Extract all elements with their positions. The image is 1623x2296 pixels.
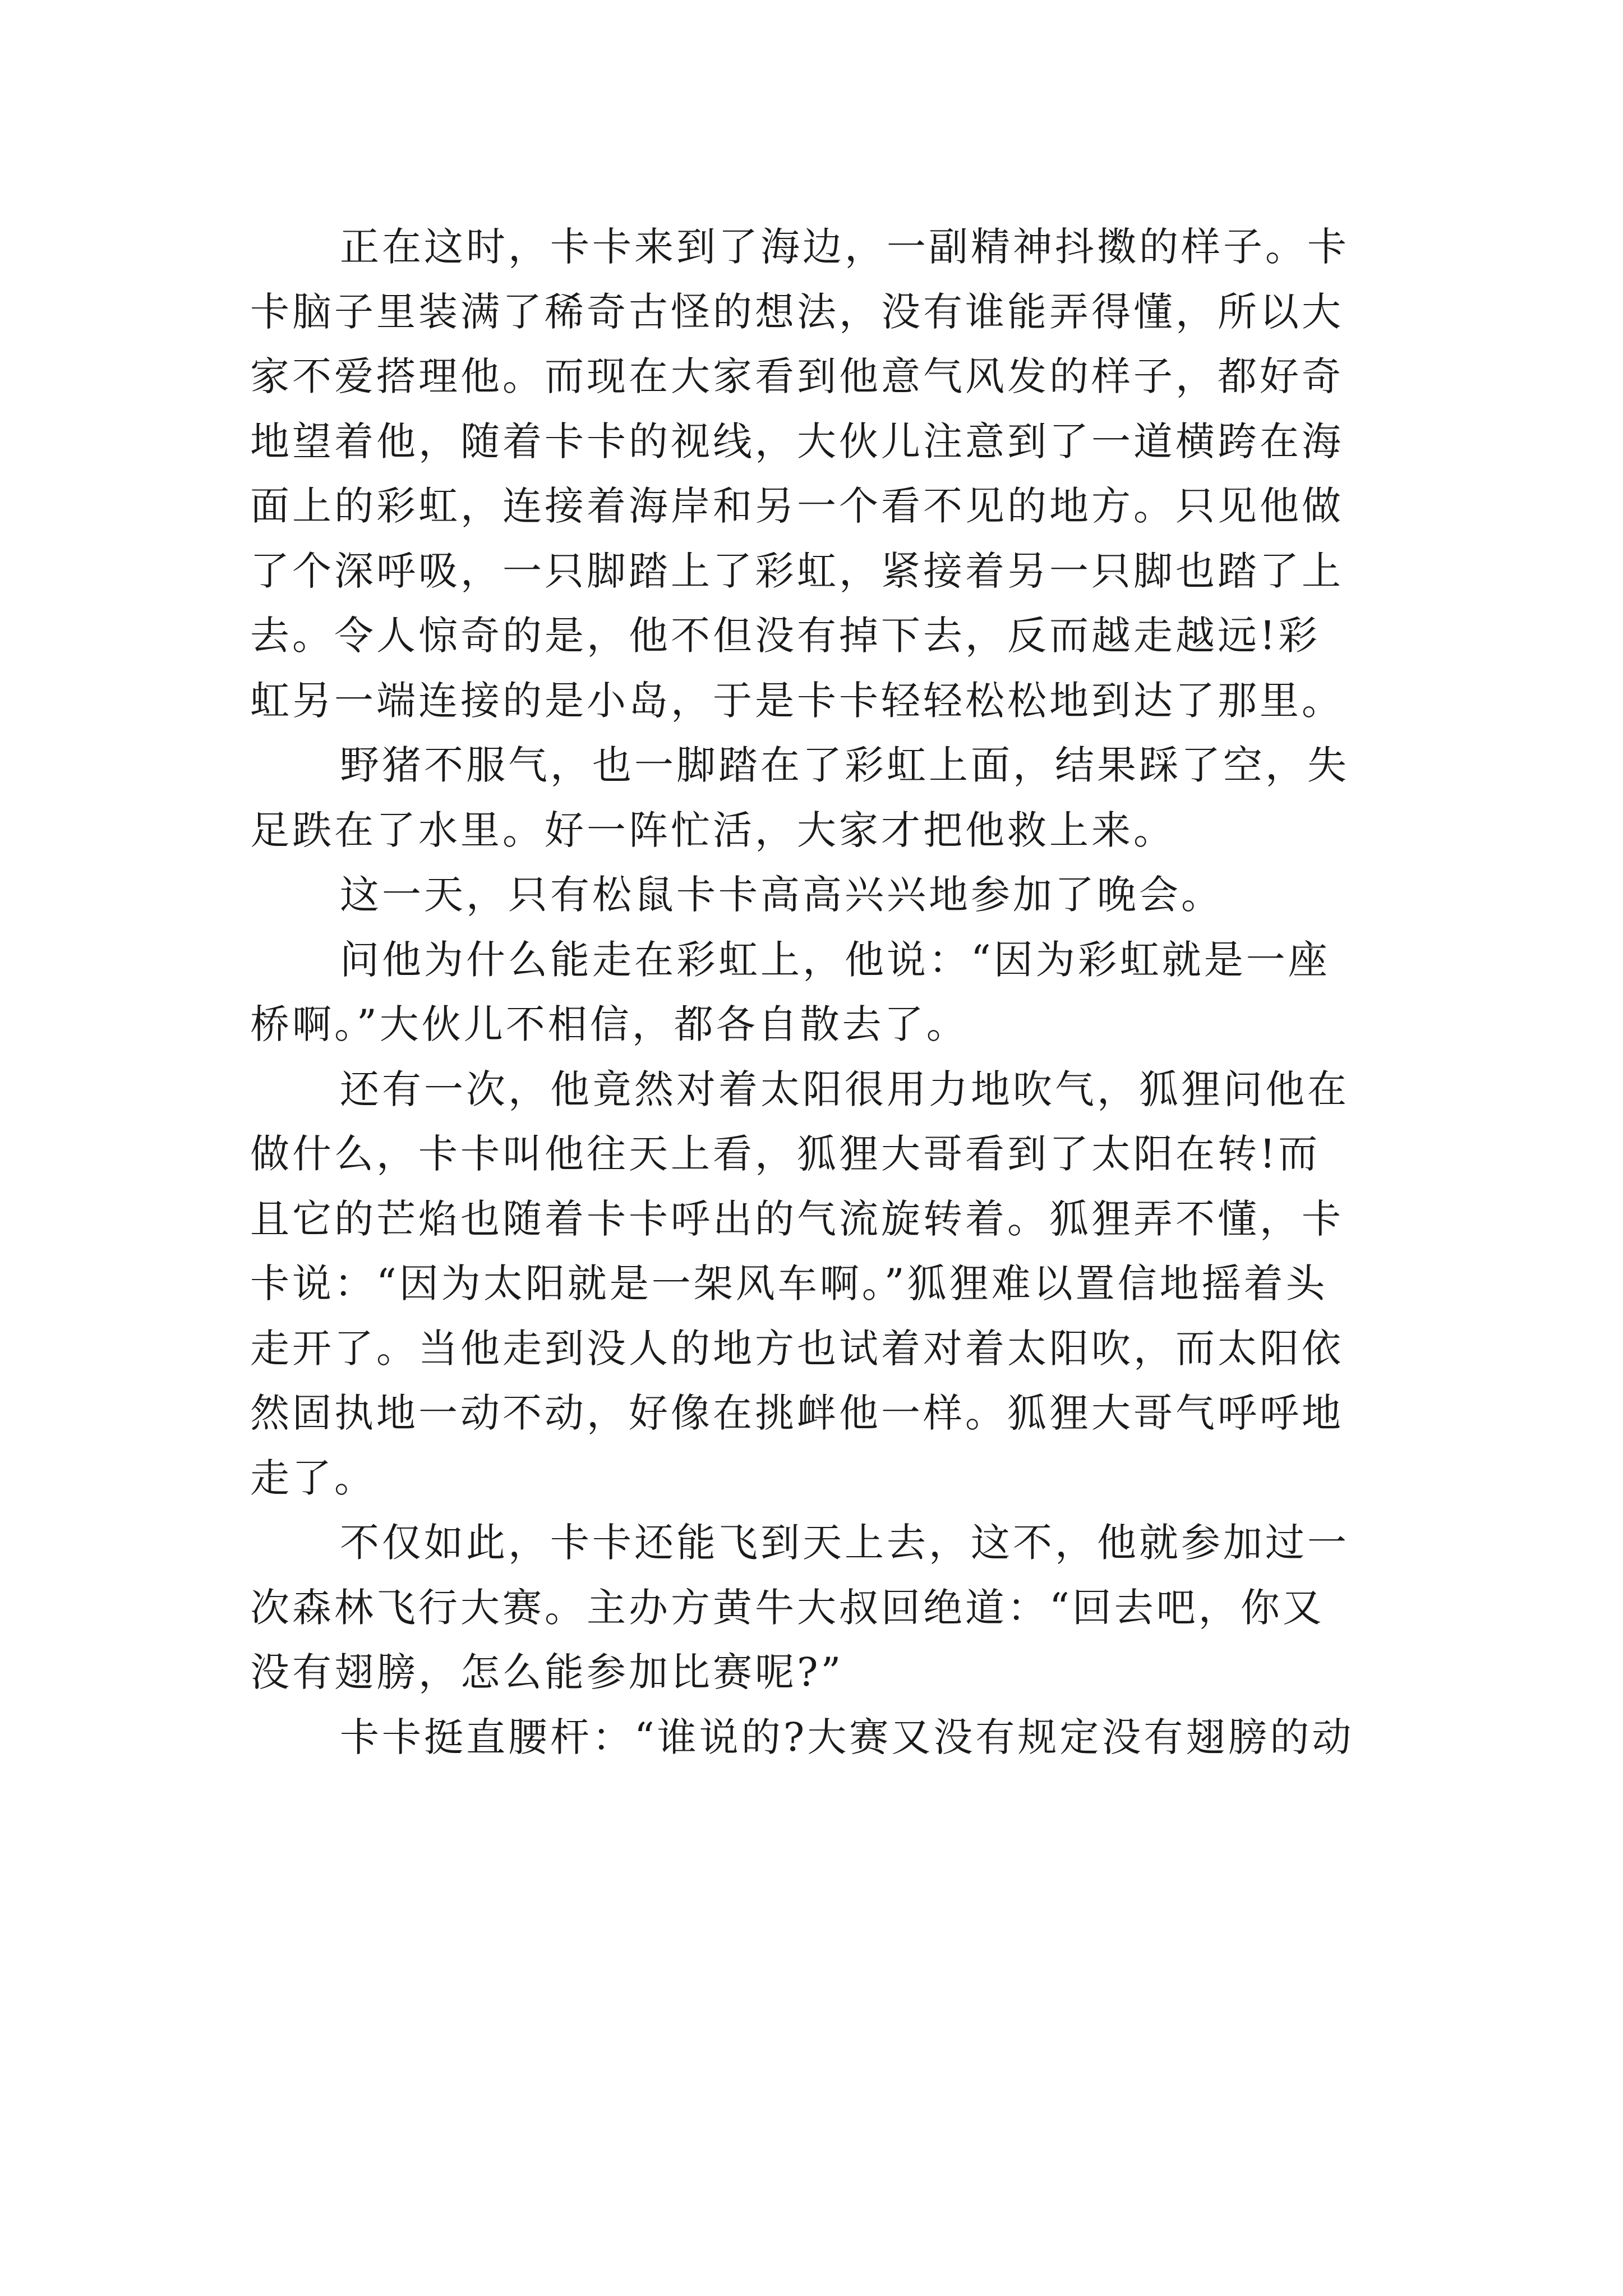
text-line: 且它的芒焰也随着卡卡呼出的气流旋转着。狐狸弄不懂，卡 <box>250 1195 1344 1242</box>
text-line: 还有一次，他竟然对着太阳很用力地吹气，狐狸问他在 <box>340 1066 1349 1112</box>
text-line: 次森林飞行大赛。主办方黄牛大叔回绝道：“回去吧，你又 <box>250 1584 1325 1631</box>
text-line: 面上的彩虹，连接着海岸和另一个看不见的地方。只见他做 <box>250 483 1344 529</box>
text-line: 虹另一端连接的是小岛，于是卡卡轻轻松松地到达了那里。 <box>250 677 1344 724</box>
text-line: 卡脑子里装满了稀奇古怪的想法，没有谁能弄得懂，所以大 <box>250 288 1344 335</box>
text-line: 走开了。当他走到没人的地方也试着对着太阳吹，而太阳依 <box>250 1325 1344 1372</box>
text-line: 去。令人惊奇的是，他不但没有掉下去，反而越走越远!彩 <box>250 613 1321 659</box>
text-line: 这一天，只有松鼠卡卡高高兴兴地参加了晚会。 <box>340 872 1223 918</box>
text-line: 然固执地一动不动，好像在挑衅他一样。狐狸大哥气呼呼地 <box>250 1390 1344 1436</box>
text-line: 桥啊。”大伙儿不相信，都各自散去了。 <box>250 1001 969 1047</box>
text-line: 走了。 <box>250 1455 376 1501</box>
text-line: 卡卡挺直腰杆：“谁说的?大赛又没有规定没有翅膀的动 <box>340 1714 1354 1760</box>
text-line: 没有翅膀，怎么能参加比赛呢?” <box>250 1649 844 1695</box>
text-line: 野猪不服气，也一脚踏在了彩虹上面，结果踩了空，失 <box>340 742 1349 788</box>
text-line: 足跌在了水里。好一阵忙活，大家才把他救上来。 <box>250 807 1175 853</box>
text-line: 地望着他，随着卡卡的视线，大伙儿注意到了一道横跨在海 <box>250 418 1344 464</box>
text-line: 问他为什么能走在彩虹上，他说：“因为彩虹就是一座 <box>340 936 1330 983</box>
text-line: 正在这时，卡卡来到了海边，一副精神抖擞的样子。卡 <box>340 224 1349 270</box>
text-line: 家不爱搭理他。而现在大家看到他意气风发的样子，都好奇 <box>250 353 1344 399</box>
text-line: 了个深呼吸，一只脚踏上了彩虹，紧接着另一只脚也踏了上 <box>250 547 1344 594</box>
story-text <box>250 215 1400 1770</box>
text-line: 不仅如此，卡卡还能飞到天上去，这不，他就参加过一 <box>340 1520 1349 1566</box>
text-line: 做什么，卡卡叫他往天上看，狐狸大哥看到了太阳在转!而 <box>250 1131 1321 1177</box>
text-line: 卡说：“因为太阳就是一架风车啊。”狐狸难以置信地摇着头 <box>250 1260 1328 1306</box>
